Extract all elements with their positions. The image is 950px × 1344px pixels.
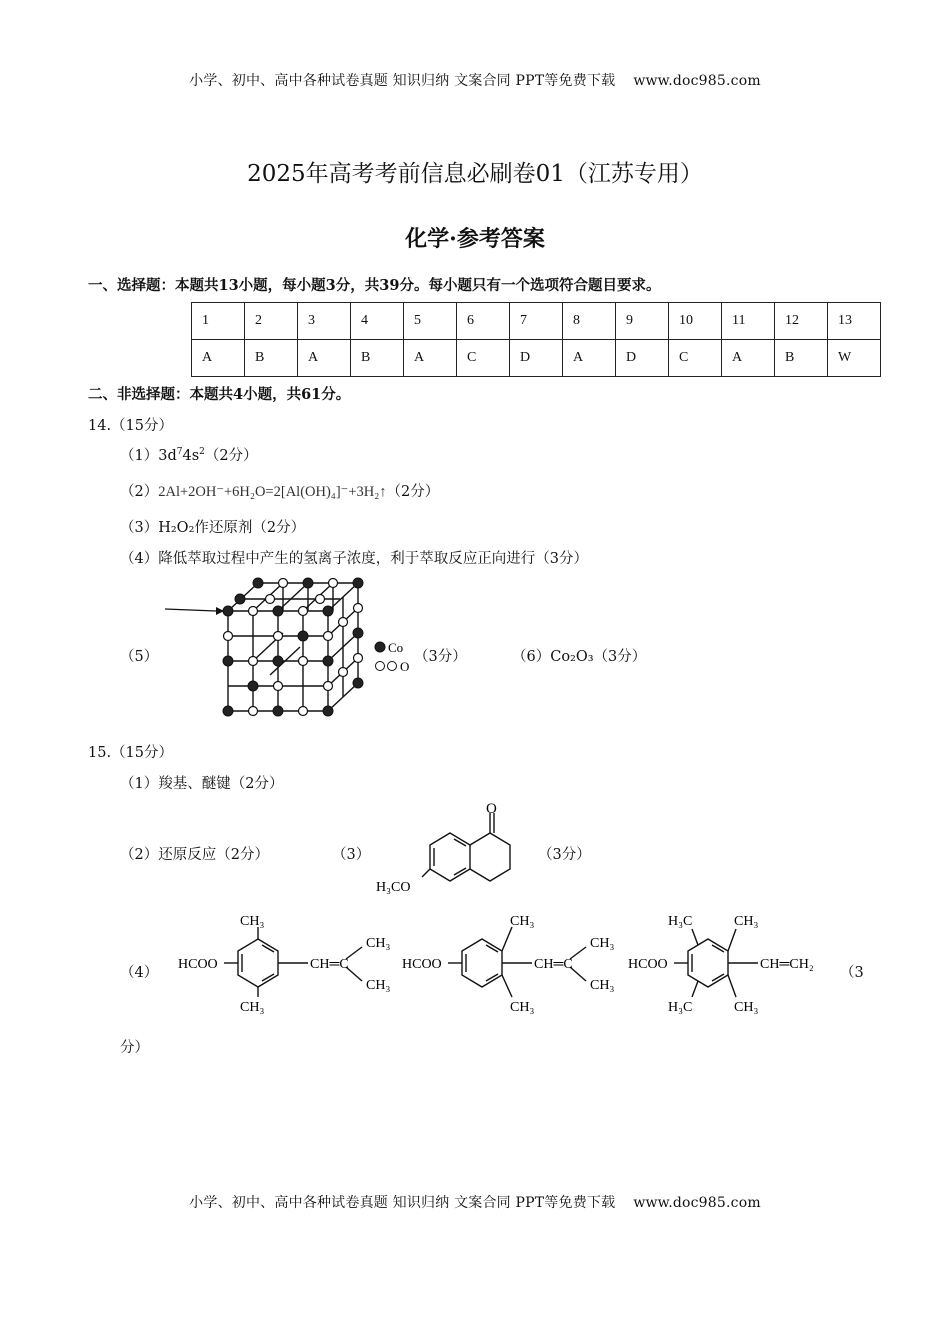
footer-text: 小学、初中、高中各种试卷真题 知识归纳 文案合同 PPT等免费下载 bbox=[189, 1195, 616, 1211]
s1-bottom: CH₃ bbox=[240, 1000, 265, 1015]
s2-top: CH₃ bbox=[510, 914, 535, 929]
q15-p4-score-a: （3 bbox=[840, 965, 864, 981]
footer-url[interactable]: www.doc985.com bbox=[633, 1195, 761, 1211]
legend-o-dot bbox=[376, 662, 385, 671]
q14-p5-score: （3分） bbox=[414, 649, 467, 665]
table-cell: B bbox=[775, 340, 828, 377]
q14-part6: （6）Co₂O₃（3分） bbox=[512, 649, 647, 665]
table-cell: A bbox=[404, 340, 457, 377]
section2-heading: 二、非选择题：本题共4小题，共61分。 bbox=[88, 386, 351, 403]
table-cell: 1 bbox=[192, 303, 245, 340]
table-cell: C bbox=[669, 340, 722, 377]
legend-co-label: Co bbox=[388, 640, 404, 655]
q14-p1-prefix: （1）3d bbox=[120, 448, 177, 464]
table-cell: 5 bbox=[404, 303, 457, 340]
q14-p1-mid: 4s bbox=[182, 448, 200, 464]
legend-o-label: O bbox=[400, 659, 410, 674]
legend-co-dot bbox=[375, 642, 385, 652]
page-title: 2025年高考考前信息必刷卷01（江苏专用） bbox=[247, 161, 703, 187]
table-cell: A bbox=[563, 340, 616, 377]
q15-p4-structures bbox=[174, 905, 844, 1020]
table-cell: A bbox=[722, 340, 775, 377]
s3-br: CH₃ bbox=[734, 1000, 759, 1015]
table-cell: 2 bbox=[245, 303, 298, 340]
carbonyl-o-label: O bbox=[486, 801, 497, 817]
answer-table-answer-row bbox=[192, 340, 881, 377]
s1-top: CH₃ bbox=[240, 914, 265, 929]
table-cell: C bbox=[457, 340, 510, 377]
q14-p2-equation: 2Al+2OH⁻+6H₂O=2[Al(OH)₄]⁻+3H₂↑ bbox=[158, 484, 387, 500]
q14-part2 bbox=[120, 480, 439, 501]
q15-p3-label: （3） bbox=[332, 847, 371, 863]
s1-r1: CH₃ bbox=[366, 936, 391, 951]
s2-chain: CH═C bbox=[534, 957, 573, 972]
s3-ester: HCOO bbox=[628, 957, 668, 972]
answer-table-number-row bbox=[192, 303, 881, 340]
q15-p4-label: （4） bbox=[120, 965, 159, 981]
section1-heading: 一、选择题：本题共13小题，每小题3分，共39分。每小题只有一个选项符合题目要求。 bbox=[88, 277, 661, 294]
q15-part1: （1）羧基、醚键（2分） bbox=[120, 776, 284, 792]
table-cell: 6 bbox=[457, 303, 510, 340]
table-cell: B bbox=[351, 340, 404, 377]
s2-ester: HCOO bbox=[402, 957, 442, 972]
q14-p1-sup1: 7 bbox=[176, 447, 183, 458]
crystal-cell-figure bbox=[160, 575, 410, 725]
s2-r1: CH₃ bbox=[590, 936, 615, 951]
q14-p2-prefix: （2） bbox=[120, 484, 159, 500]
legend-o-dot bbox=[388, 662, 397, 671]
structure-2 bbox=[402, 914, 614, 1015]
table-cell: W bbox=[828, 340, 881, 377]
table-cell: 7 bbox=[510, 303, 563, 340]
s2-r2: CH₃ bbox=[590, 978, 615, 993]
header-text: 小学、初中、高中各种试卷真题 知识归纳 文案合同 PPT等免费下载 bbox=[189, 73, 616, 89]
q14-label: 14.（15分） bbox=[88, 418, 174, 434]
table-cell: 9 bbox=[616, 303, 669, 340]
q14-part4: （4）降低萃取过程中产生的氢离子浓度，利于萃取反应正向进行（3分） bbox=[120, 551, 588, 567]
q15-part2: （2）还原反应（2分） bbox=[120, 847, 269, 863]
table-cell: B bbox=[245, 340, 298, 377]
table-cell: D bbox=[616, 340, 669, 377]
page-header bbox=[0, 70, 950, 90]
q14-p1-sup2: 2 bbox=[199, 447, 205, 458]
table-cell: 8 bbox=[563, 303, 616, 340]
s3-chain: CH═CH₂ bbox=[760, 957, 814, 972]
q15-label: 15.（15分） bbox=[88, 745, 174, 761]
s1-ester: HCOO bbox=[178, 957, 218, 972]
s2-bottom: CH₃ bbox=[510, 1000, 535, 1015]
table-cell: 4 bbox=[351, 303, 404, 340]
structure-1 bbox=[178, 914, 390, 1015]
table-cell: 10 bbox=[669, 303, 722, 340]
lattice-lines bbox=[228, 583, 358, 711]
q14-p5-label: （5） bbox=[120, 649, 159, 665]
q14-part1 bbox=[120, 444, 258, 465]
q15-p3-structure bbox=[370, 798, 540, 900]
table-cell: A bbox=[192, 340, 245, 377]
page-footer bbox=[0, 1192, 950, 1212]
table-cell: 3 bbox=[298, 303, 351, 340]
table-cell: 13 bbox=[828, 303, 881, 340]
arrow-line bbox=[165, 609, 216, 611]
table-cell: A bbox=[298, 340, 351, 377]
s3-tl: H₃C bbox=[668, 914, 693, 929]
q14-part3: （3）H₂O₂作还原剂（2分） bbox=[120, 520, 306, 536]
s3-bl: H₃C bbox=[668, 1000, 693, 1015]
q14-p2-score: （2分） bbox=[386, 484, 440, 500]
q15-p4-score-b: 分） bbox=[120, 1040, 149, 1056]
table-cell: D bbox=[510, 340, 563, 377]
header-url[interactable]: www.doc985.com bbox=[633, 73, 761, 89]
structure-3 bbox=[628, 914, 814, 1015]
table-cell: 11 bbox=[722, 303, 775, 340]
q14-p1-score: （2分） bbox=[204, 448, 258, 464]
s1-r2: CH₃ bbox=[366, 978, 391, 993]
methoxy-label: H₃CO bbox=[376, 880, 411, 895]
table-cell: 12 bbox=[775, 303, 828, 340]
answer-table bbox=[191, 302, 881, 377]
s3-tr: CH₃ bbox=[734, 914, 759, 929]
page-subtitle: 化学·参考答案 bbox=[405, 226, 545, 252]
q15-p3-score: （3分） bbox=[538, 847, 591, 863]
s1-chain: CH═C bbox=[310, 957, 349, 972]
